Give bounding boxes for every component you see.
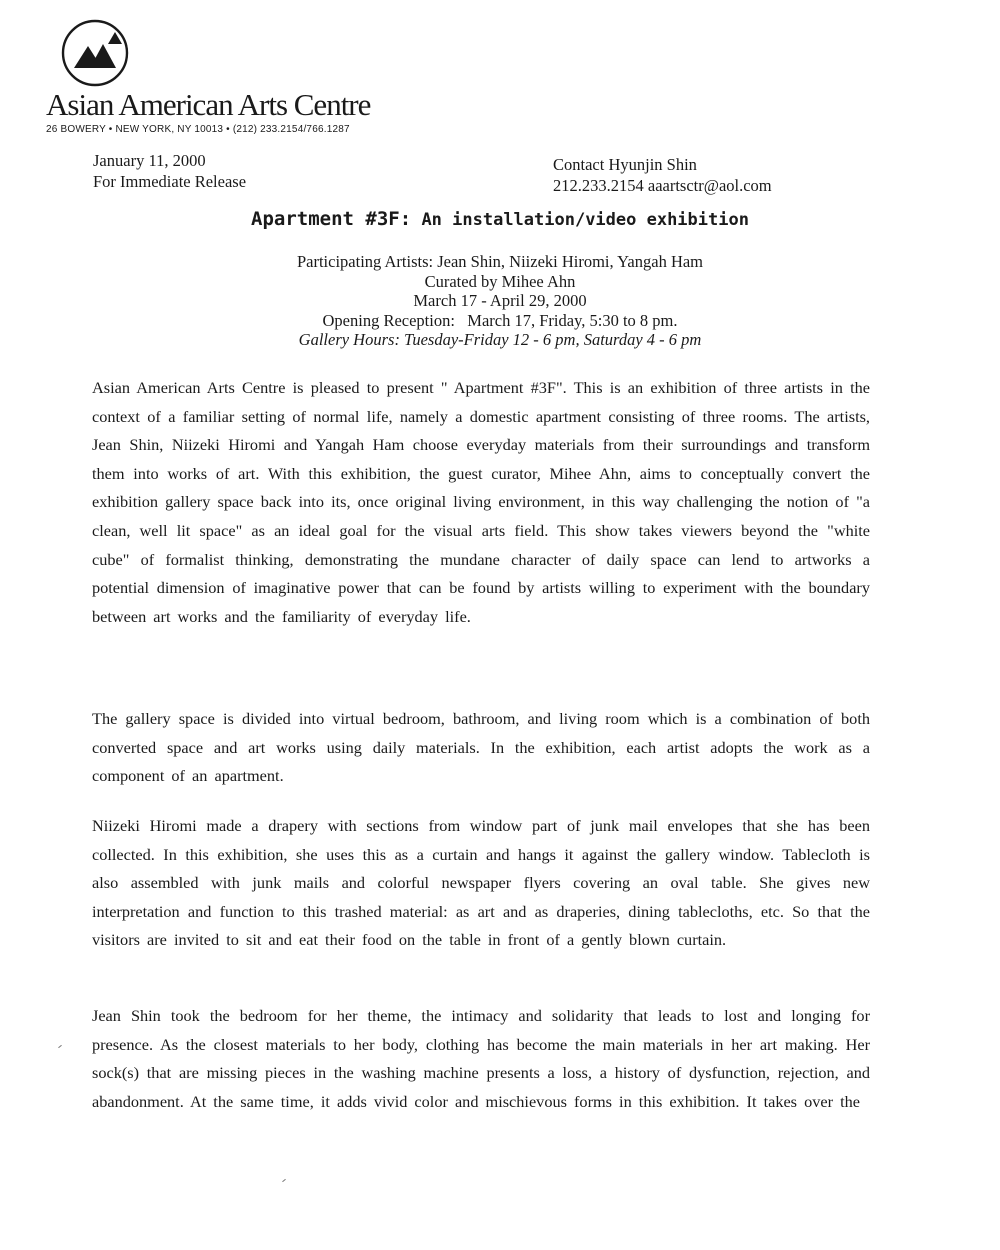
scan-speck — [282, 1179, 286, 1182]
contact-name: Contact Hyunjin Shin — [553, 155, 697, 174]
organization-address: 26 BOWERY • NEW YORK, NY 10013 • (212) 233.2154/766.1287 — [46, 124, 350, 135]
body-paragraph-1: Asian American Arts Centre is pleased to present " Apartment #3F". This is an exhibition of three artists in the context of a familiar setting of normal life, namely a domestic apartment consisting of three rooms. The artists, Jean Shin, Niizeki Hiromi and Yangah Ham choose everyday materials from their surroundings and transform them into works of art. With this exhibition, the guest curator, Mihee Ahn, aims to conceptually convert the exhibition gallery space back into its, once original living environment, in this way challenging the notion of "a clean, well lit space" as an ideal goal for the visual arts field. This show takes viewers beyond the "white cube" of formalist thinking, demonstrating the mundane character of daily space can lend to artworks a potential dimension of imaginative power that can be found by artists willing to experiment with the boundary between art works and the familiarity of everyday life. — [92, 378, 870, 626]
body-paragraph-4: Jean Shin took the bedroom for her theme, the intimacy and solidarity that leads to lost and longing for presence. As the closest materials to her body, clothing has become the main materials in her art making. Her sock(s) that are missing pieces in the washing machine presents a loss, a history of dysfunction, rejection, and abandonment. At the same time, it adds vivid color and mischievous forms in this exhibition. It takes over the — [92, 1006, 870, 1111]
participating-artists: Participating Artists: Jean Shin, Niizeki Hiromi, Yangah Ham — [296, 252, 704, 271]
exhibition-dates: March 17 - April 29, 2000 — [413, 291, 587, 310]
contact-block — [553, 154, 772, 196]
dateline — [93, 150, 246, 192]
body-paragraph-2: The gallery space is divided into virtual bedroom, bathroom, and living room which is a combination of both converted space and art works using daily materials. In the exhibition, each artist adopts the work as a component of an apartment. — [92, 709, 870, 786]
exhibition-details — [0, 252, 1000, 350]
exhibition-title-sub: An installation/video exhibition — [421, 210, 749, 230]
release-date: January 11, 2000 — [93, 151, 206, 170]
contact-phone-email: 212.233.2154 aaartsctr@aol.com — [553, 176, 772, 195]
exhibition-title — [0, 208, 1000, 230]
curator: Curated by Mihee Ahn — [424, 271, 576, 291]
release-notice: For Immediate Release — [93, 172, 247, 191]
exhibition-title-main: Apartment #3F: — [251, 208, 412, 230]
mountains-logo-icon — [60, 18, 130, 88]
letterhead — [46, 18, 406, 135]
body-paragraph-3: Niizeki Hiromi made a drapery with sections from window part of junk mail envelopes that she has been collected. In this exhibition, she uses this as a curtain and hangs it against the gallery window. Tablecloth is also assembled with junk mails and colorful newspaper flyers covering an oval table. She gives new interpretation and function to this trashed material: as art and as draperies, dining tablecloths, etc. So that the visitors are invited to sit and eat their food on the table in front of a gently blown curtain. — [92, 816, 870, 950]
gallery-hours: Gallery Hours: Tuesday-Friday 12 - 6 pm, Saturday 4 - 6 pm — [298, 330, 702, 349]
opening-reception: Opening Reception: March 17, Friday, 5:30 to 8 pm. — [322, 310, 678, 330]
scan-speck — [58, 1045, 62, 1048]
organization-name: Asian American Arts Centre — [46, 87, 371, 122]
